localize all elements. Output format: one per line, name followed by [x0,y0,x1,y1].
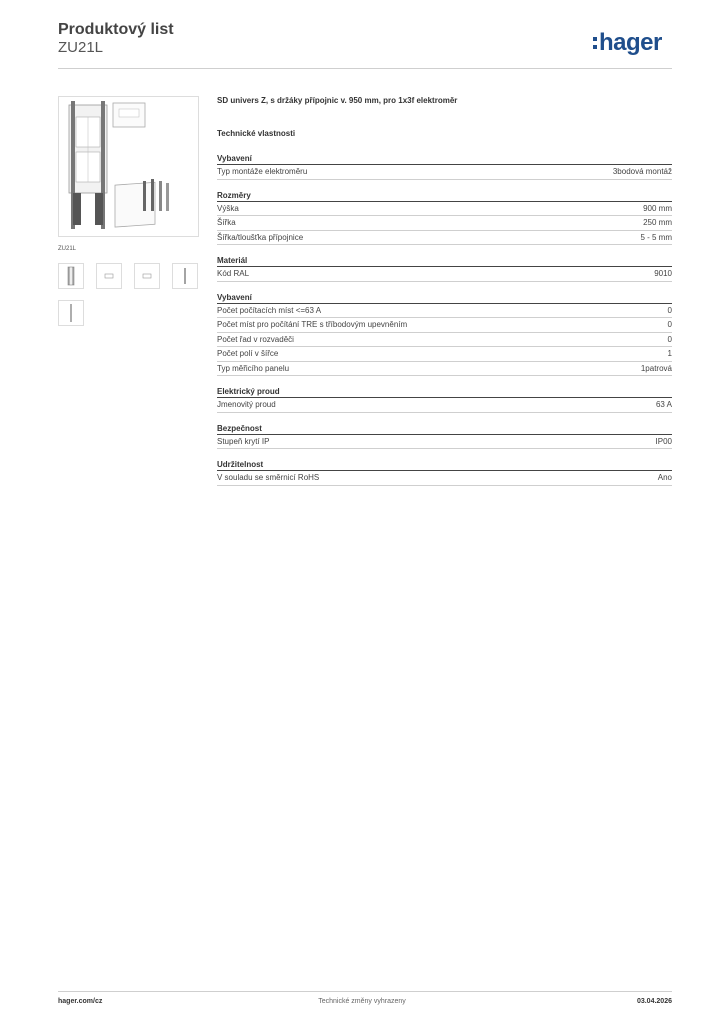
spec-row [217,347,672,362]
thumbnail[interactable] [134,263,160,289]
logo-dots-icon [593,35,597,51]
spec-value: 900 mm [643,203,672,213]
section-title: Rozměry [217,190,672,202]
section-title: Materiál [217,255,672,267]
thumbnail[interactable] [172,263,198,289]
spec-row [217,231,672,246]
spec-value: 63 A [655,400,672,409]
thumbnail-image-icon [173,264,197,288]
footer-divider [58,991,672,992]
spec-row [217,267,672,282]
spec-value: 9010 [654,269,672,278]
product-illustration-icon [59,97,198,236]
product-code: ZU21L [58,39,104,56]
logo-text: hager [599,29,662,56]
spec-row [217,165,672,180]
thumbnail[interactable] [58,300,84,326]
thumbnail[interactable] [58,263,84,289]
spec-value: 0 [667,320,672,329]
product-image[interactable] [58,96,199,237]
spec-value: 5 - 5 mm [640,232,672,242]
spec-label: Počet počítacích míst <=63 A [217,305,322,315]
spec-value: 0 [667,305,672,315]
spec-value: 0 [667,334,672,344]
thumbnail-image-icon [59,301,83,325]
spec-label: Typ montáže elektroměru [217,167,308,176]
spec-row [217,471,672,486]
spec-label: Šířka/tloušťka přípojnice [217,232,304,242]
spec-row [217,362,672,377]
spec-label: Počet řad v rozvaděči [217,334,294,344]
spec-row [217,333,672,348]
page-title: Produktový list [58,21,174,38]
spec-value: 250 mm [643,218,672,227]
spec-value: 1patrová [640,363,672,373]
spec-row [217,435,672,450]
spec-label: Jmenovitý proud [217,400,276,409]
image-caption: ZU21L [58,246,77,252]
spec-row [217,202,672,217]
section-title: Vybavení [217,292,672,304]
thumbnail-image-icon [59,264,83,288]
spec-label: Typ měřicího panelu [217,363,290,373]
spec-table [217,96,672,486]
spec-row [217,216,672,231]
spec-label: Počet polí v šířce [217,349,279,358]
section-title: Udržitelnost [217,459,672,471]
spec-label: Šířka [217,218,236,227]
thumbnail-image-icon [135,264,159,288]
spec-row [217,398,672,413]
thumbnail[interactable] [96,263,122,289]
footer-date: 03.04.2026 [636,998,672,1005]
spec-label: Stupeň krytí IP [217,436,270,446]
spec-label: Výška [217,203,239,213]
section-title: Elektrický proud [217,386,672,398]
product-description: SD univers Z, s držáky přípojnic v. 950 mm, pro 1x3f elektroměr [217,96,458,105]
section-title: Vybavení [217,153,672,165]
section-title: Bezpečnost [217,423,672,435]
spec-label: Kód RAL [217,269,250,278]
footer-disclaimer: Technické změny vyhrazeny [318,998,406,1005]
tech-heading: Technické vlastnosti [217,129,296,138]
hager-logo[interactable] [593,29,662,57]
spec-label: Počet míst pro počítání TRE s tříbodovým upevněním [217,320,408,329]
footer-website-link[interactable]: hager.com/cz [58,998,103,1005]
spec-row [217,304,672,319]
spec-value: IP00 [655,436,672,446]
spec-value: 3bodová montáž [612,167,672,176]
spec-value: Ano [657,473,672,482]
header-divider [58,68,672,69]
spec-value: 1 [667,349,672,358]
thumbnail-image-icon [97,264,121,288]
spec-label: V souladu se směrnicí RoHS [217,473,320,482]
spec-row [217,318,672,333]
